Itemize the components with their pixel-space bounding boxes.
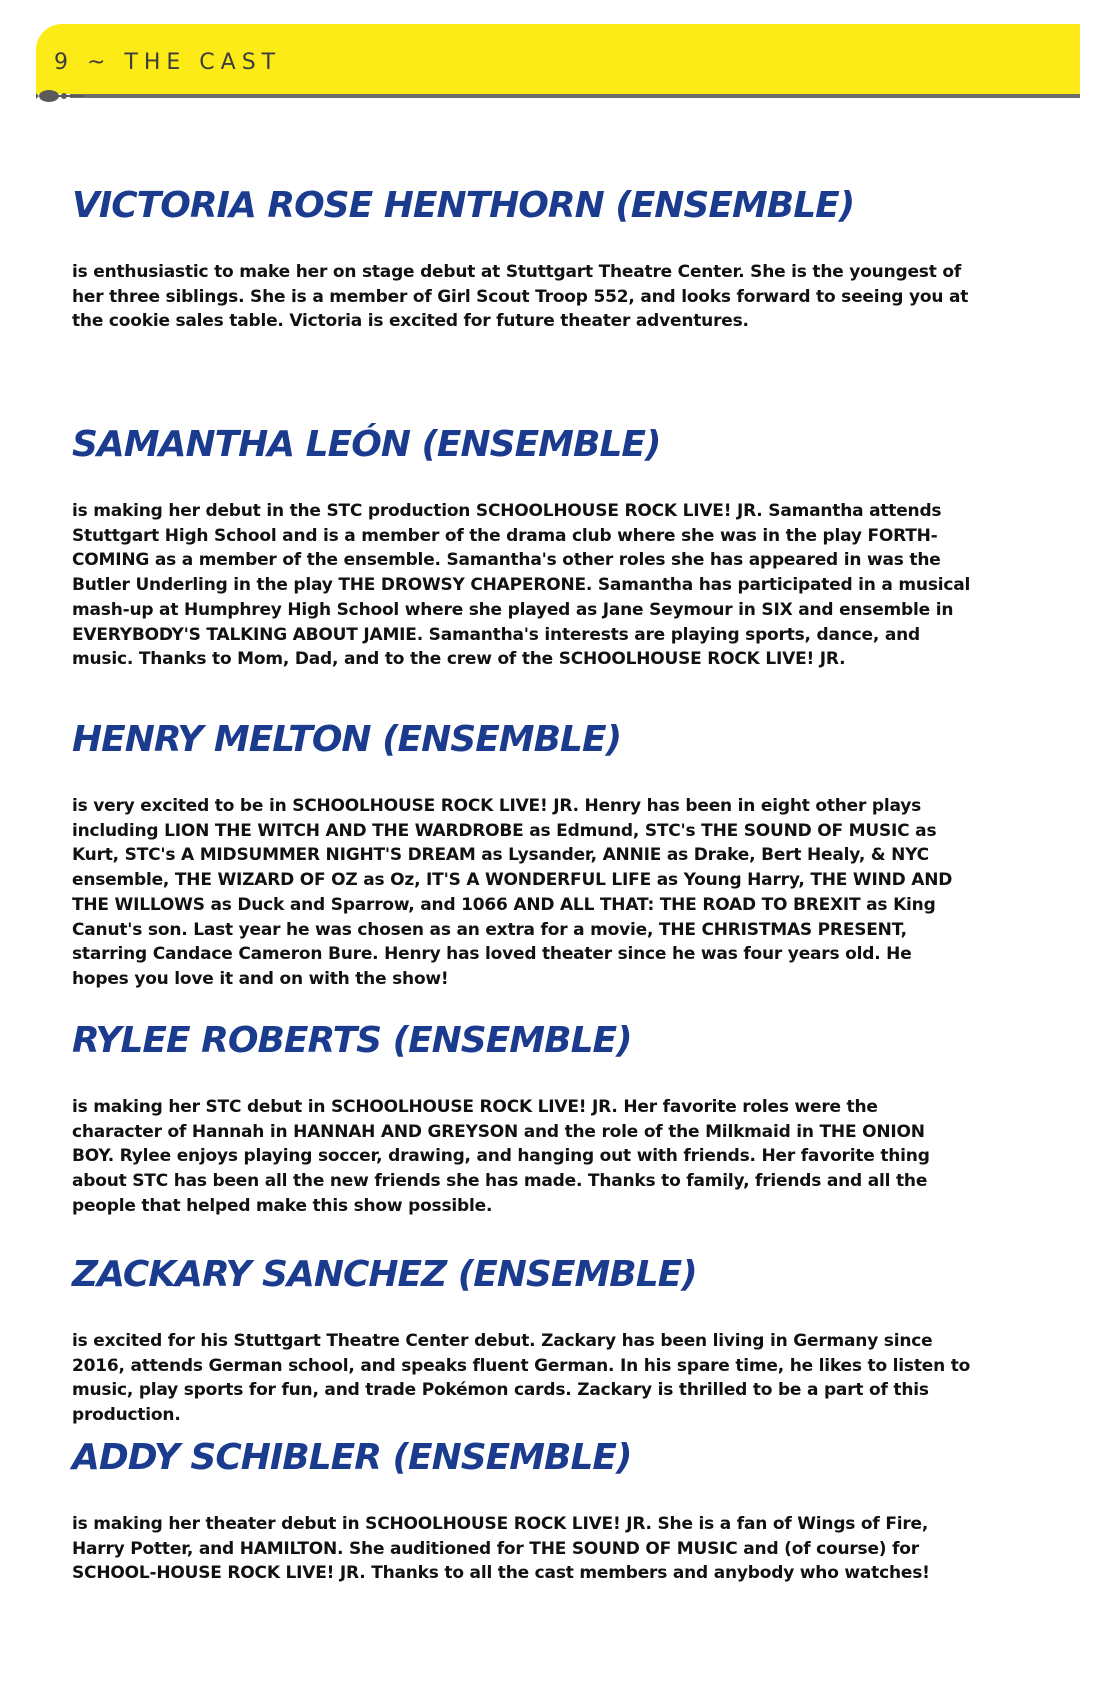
cast-bio: is making her STC debut in SCHOOLHOUSE ROCK LIVE! JR. Her favorite roles were the character of Hannah in HANNAH AND GREYSON and the role of the Milkmaid in THE ONION BOY. Rylee enjoys playing soccer, drawing, and hanging out with friends. Her favorite thing about STC has been all the new friends she has made. Thanks to family, friends and all the people that helped make this show possible. (72, 1097, 930, 1216)
cast-bio: is making her debut in the STC production SCHOOLHOUSE ROCK LIVE! JR. Samantha attends Stuttgart High School and is a member of the drama club where she was in the play FORTH-COMING as a member of the ensemble. Samantha's other roles she has appeared in was the Butler Underling in the play THE DROWSY CHAPERONE. Samantha has participated in a musical mash-up at Humphrey High School where she played as Jane Seymour in SIX and ensemble in EVERYBODY'S TALKING ABOUT JAMIE. Samantha's interests are playing sports, dance, and music. Thanks to Mom, Dad, and to the crew of the SCHOOLHOUSE ROCK LIVE! JR. (72, 501, 971, 670)
cast-name: HENRY MELTON (ENSEMBLE) (72, 719, 622, 760)
cast-name: VICTORIA ROSE HENTHORN (ENSEMBLE) (72, 185, 855, 226)
cast-bio: is making her theater debut in SCHOOLHOUSE ROCK LIVE! JR. She is a fan of Wings of Fire, Harry Potter, and HAMILTON. She auditioned for THE SOUND OF MUSIC and (of course) for SCHOOL-HOUSE ROCK LIVE! JR. Thanks to all the cast members and anybody who watches! (72, 1514, 930, 1584)
cast-entry-addy (72, 1436, 972, 1586)
header-bar (36, 24, 1080, 94)
cast-bio: is very excited to be in SCHOOLHOUSE ROCK LIVE! JR. Henry has been in eight other plays including LION THE WITCH AND THE WARDROBE as Edmund, STC's THE SOUND OF MUSIC as Kurt, STC's A MIDSUMMER NIGHT'S DREAM as Lysander, ANNIE as Drake, Bert Healy, & NYC ensemble, THE WIZARD OF OZ as Oz, IT'S A WONDERFUL LIFE as Young Harry, THE WIND AND THE WILLOWS as Duck and Sparrow, and 1066 AND ALL THAT: THE ROAD TO BREXIT as King Canut's son. Last year he was chosen as an extra for a movie, THE CHRISTMAS PRESENT, starring Candace Cameron Bure. Henry has loved theater since he was four years old. He hopes you love it and on with the show! (72, 796, 953, 989)
cast-name: ZACKARY SANCHEZ (ENSEMBLE) (72, 1254, 697, 1295)
header-rule (70, 94, 1080, 98)
cast-entry-henry (72, 718, 972, 992)
cast-bio: is excited for his Stuttgart Theatre Center debut. Zackary has been living in Germany since 2016, attends German school, and speaks fluent German. In his spare time, he likes to listen to music, play sports for fun, and trade Pokémon cards. Zackary is thrilled to be a part of this production. (72, 1331, 971, 1426)
cast-entry-victoria (72, 184, 972, 334)
ornament-icon (36, 86, 86, 106)
cast-name: RYLEE ROBERTS (ENSEMBLE) (72, 1020, 632, 1061)
page-title: 9 ~ THE CAST (54, 50, 282, 75)
cast-name: SAMANTHA LEÓN (ENSEMBLE) (72, 424, 661, 465)
cast-entry-zackary (72, 1253, 972, 1428)
cast-name: ADDY SCHIBLER (ENSEMBLE) (72, 1437, 632, 1478)
cast-entry-samantha (72, 423, 972, 672)
cast-bio: is enthusiastic to make her on stage debut at Stuttgart Theatre Center. She is the youngest of her three siblings. She is a member of Girl Scout Troop 552, and looks forward to seeing you at the cookie sales table. Victoria is excited for future theater adventures. (72, 262, 969, 332)
cast-entry-rylee (72, 1019, 972, 1219)
